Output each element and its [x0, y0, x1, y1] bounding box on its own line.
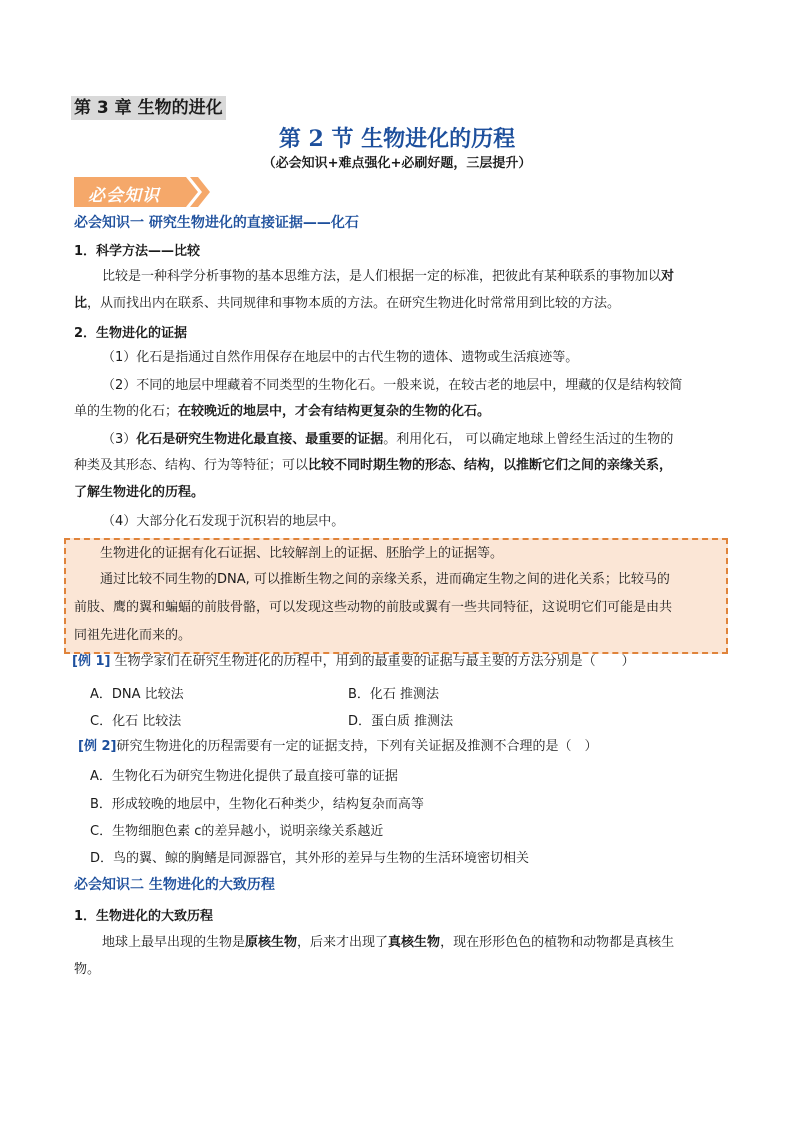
history-paragraph-line-1 [102, 929, 674, 956]
example-2-option-a: A．生物化石为研究生物进化提供了最直接可靠的证据 [90, 769, 398, 784]
evidence-point-4: （4）大部分化石发现于沉积岩的地层中。 [102, 514, 345, 529]
example-1-option-d: D．蛋白质 推测法 [348, 714, 454, 729]
key-point-callout [64, 538, 728, 654]
banner-label: 必会知识 [88, 186, 160, 206]
example-2-label: [例 2] [78, 739, 117, 754]
evidence-point-3-line-2 [74, 452, 672, 479]
text: 研究生物进化的历程需要有一定的证据支持，下列有关证据及推测不合理的是（ ） [116, 739, 598, 754]
method-paragraph-line-2 [74, 290, 620, 317]
knowledge-2-heading: 必会知识二 生物进化的大致历程 [74, 877, 275, 893]
evidence-point-2-line-1: （2）不同的地层中埋藏着不同类型的生物化石。一般来说，在较古老的地层中，埋藏的仅是结构较简 [102, 378, 683, 393]
history-heading: 1．生物进化的大致历程 [74, 909, 214, 924]
text-bold: 比 [74, 296, 88, 311]
example-1-option-a: A．DNA 比较法 [90, 687, 184, 702]
text: ，从而找出内在联系、共同规律和事物本质的方法。在研究生物进化时常常用到比较的方法。 [87, 296, 621, 311]
section-banner [74, 177, 214, 207]
evidence-point-3-line-1 [102, 426, 673, 453]
text-bold: 化石是研究生物进化最直接、最重要的证据 [136, 432, 384, 447]
example-1-label: [例 1] [72, 654, 111, 669]
text: 种类及其形态、结构、行为等特征；可以 [74, 458, 309, 473]
example-2-option-c: C．生物细胞色素 c的差异越小，说明亲缘关系越近 [90, 824, 384, 839]
evidence-point-3-line-3: 了解生物进化的历程。 [74, 485, 205, 500]
chapter-label: 第 3 章 生物的进化 [71, 96, 226, 120]
example-1-question [72, 648, 635, 675]
example-1-option-c: C．化石 比较法 [90, 714, 182, 729]
text-bold: 在较晚近的地层中，才会有结构更复杂的生物的化石。 [178, 404, 491, 419]
example-2-option-d: D．鸟的翼、鲸的胸鳍是同源器官，其外形的差异与生物的生活环境密切相关 [90, 851, 530, 866]
text: 。利用化石， 可以确定地球上曾经生活过的生物的 [383, 432, 674, 447]
text: 生物学家们在研究生物进化的历程中，用到的最重要的证据与最主要的方法分别是（ ） [110, 654, 635, 669]
subtitle: （必会知识+难点强化+必刷好题，三层提升） [262, 156, 532, 171]
text: （3） [102, 432, 137, 447]
callout-line-1: 生物进化的证据有化石证据、比较解剖上的证据、胚胎学上的证据等。 [100, 546, 504, 561]
text-bold: 比较不同时期生物的形态、结构，以推断它们之间的亲缘关系， [308, 458, 673, 473]
text-bold: 原核生物 [245, 935, 298, 950]
knowledge-1-heading: 必会知识一 研究生物进化的直接证据——化石 [74, 215, 359, 231]
text: 比较是一种科学分析事物的基本思维方法，是人们根据一定的标准，把彼此有某种联系的事物加以 [102, 269, 662, 284]
history-paragraph-line-2: 物。 [74, 962, 101, 977]
method-paragraph-line-1 [102, 263, 674, 290]
text: 地球上最早出现的生物是 [102, 935, 246, 950]
callout-line-3: 前肢、鹰的翼和蝙蝠的前肢骨骼，可以发现这些动物的前肢或翼有一些共同特征，这说明它们可能是由共 [74, 600, 673, 615]
text: ，后来才出现了 [297, 935, 389, 950]
callout-line-2: 通过比较不同生物的DNA, 可以推断生物之间的亲缘关系，进而确定生物之间的进化关系；比较马的 [100, 572, 670, 587]
method-heading: 1．科学方法——比较 [74, 244, 201, 259]
text-bold: 对 [661, 269, 675, 284]
evidence-point-1: （1）化石是指通过自然作用保存在地层中的古代生物的遗体、遗物或生活痕迹等。 [102, 350, 579, 365]
example-2-question [78, 733, 597, 760]
evidence-point-2-line-2 [74, 398, 490, 425]
text-bold: 真核生物 [388, 935, 441, 950]
section-title: 第 2 节 生物进化的历程 [278, 126, 516, 152]
text: ，现在形形色色的植物和动物都是真核生 [440, 935, 675, 950]
callout-line-4: 同祖先进化而来的。 [74, 628, 192, 643]
example-2-option-b: B．形成较晚的地层中，生物化石种类少，结构复杂而高等 [90, 797, 424, 812]
text: 单的生物的化石； [74, 404, 179, 419]
evidence-heading: 2．生物进化的证据 [74, 326, 188, 341]
example-1-option-b: B．化石 推测法 [348, 687, 440, 702]
